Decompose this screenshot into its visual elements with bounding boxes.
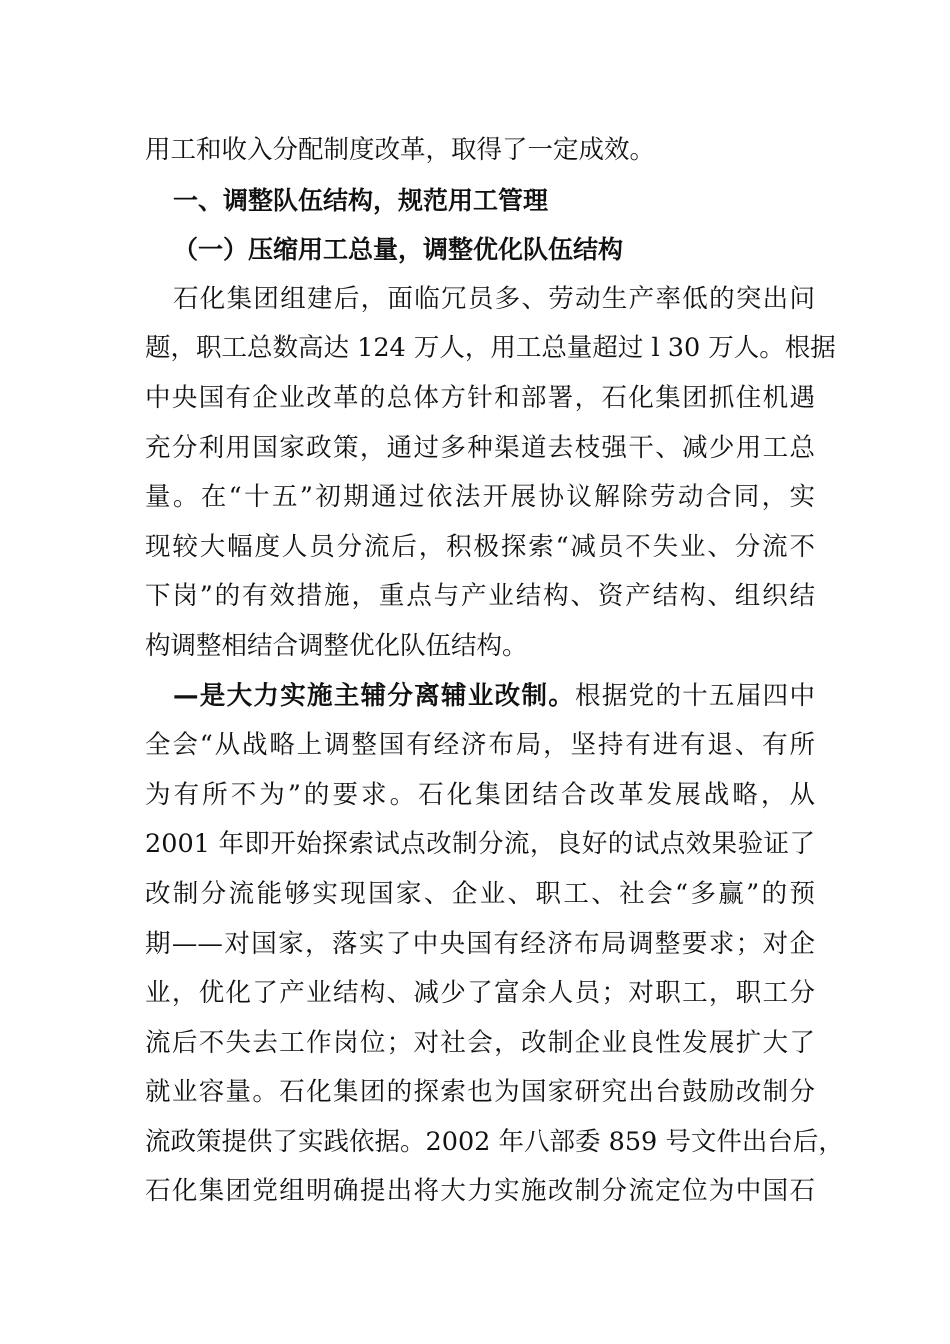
section-heading: 一、调整队伍结构，规范用工管理 bbox=[173, 185, 549, 215]
paragraph-line: 2001 年即开始探索试点改制分流，良好的试点效果验证了 bbox=[145, 829, 815, 860]
document-page bbox=[145, 126, 844, 1217]
paragraph-line: 构调整相结合调整优化队伍结构。 bbox=[145, 630, 528, 661]
paragraph-line: 期——对国家，落实了中央国有经济布局调整要求；对企 bbox=[145, 928, 815, 959]
bold-lead-phrase: —是大力实施主辅分离辅业改制。 bbox=[173, 680, 576, 711]
paragraph-line: 全会“从战略上调整国有经济布局，坚持有进有退、有所 bbox=[145, 730, 815, 761]
paragraph-line: 中央国有企业改革的总体方针和部署，石化集团抓住机遇 bbox=[145, 382, 815, 413]
paragraph-line: 就业容量。石化集团的探索也为国家研究出台鼓励改制分 bbox=[145, 1077, 815, 1108]
paragraph-line: 石化集团组建后，面临冗员多、劳动生产率低的突出问 bbox=[173, 283, 815, 314]
paragraph-line: 下岗”的有效措施，重点与产业结构、资产结构、组织结 bbox=[145, 581, 815, 612]
paragraph-line: 流后不失去工作岗位；对社会，改制企业良性发展扩大了 bbox=[145, 1027, 815, 1058]
paragraph-line: 为有所不为”的要求。石化集团结合改革发展战略，从 bbox=[145, 779, 815, 810]
paragraph-line: 充分利用国家政策，通过多种渠道去枝强干、减少用工总 bbox=[145, 432, 815, 463]
paragraph-text: 根据党的十五届四中 bbox=[575, 680, 815, 711]
paragraph-line: 改制分流能够实现国家、企业、职工、社会“多赢”的预 bbox=[145, 878, 815, 909]
paragraph-line bbox=[145, 672, 815, 722]
paragraph-line: 石化集团党组明确提出将大力实施改制分流定位为中国石 bbox=[145, 1176, 815, 1207]
subsection-heading: （一）压缩用工总量，调整优化队伍结构 bbox=[173, 235, 624, 265]
paragraph-line: 业，优化了产业结构、减少了富余人员；对职工，职工分 bbox=[145, 978, 815, 1009]
paragraph-line: 量。在“十五”初期通过依法开展协议解除劳动合同，实 bbox=[145, 482, 815, 513]
paragraph-line: 题，职工总数高达 124 万人，用工总量超过 l 30 万人。根据 bbox=[145, 333, 836, 364]
paragraph-line: 用工和收入分配制度改革，取得了一定成效。 bbox=[145, 135, 656, 165]
paragraph-line: 流政策提供了实践依据。2002 年八部委 859 号文件出台后， bbox=[145, 1126, 844, 1157]
paragraph-line: 现较大幅度人员分流后，积极探索“减员不失业、分流不 bbox=[145, 531, 815, 562]
